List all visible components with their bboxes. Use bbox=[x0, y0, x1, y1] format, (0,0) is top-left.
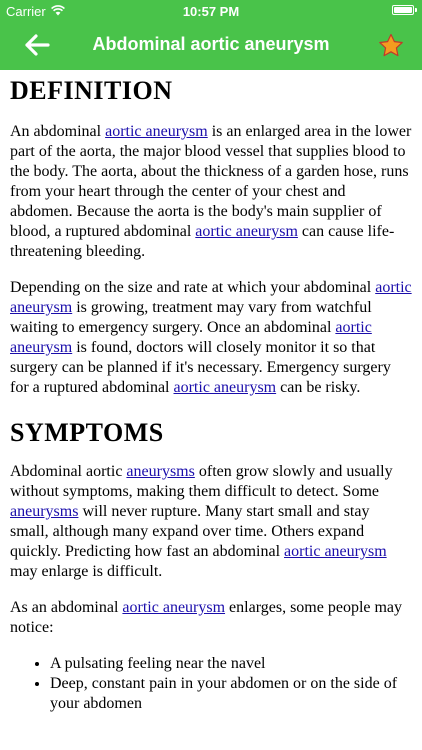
aneurysms-link[interactable]: aneurysms bbox=[126, 463, 195, 480]
aortic-aneurysm-link[interactable]: aortic aneurysm bbox=[105, 123, 208, 140]
text: Depending on the size and rate at which your abdominal bbox=[10, 279, 376, 296]
text: As an abdominal bbox=[10, 599, 123, 616]
status-bar bbox=[0, 0, 422, 22]
symptoms-paragraph-2 bbox=[10, 598, 412, 638]
back-arrow-icon bbox=[24, 34, 50, 56]
definition-heading: DEFINITION bbox=[10, 76, 173, 105]
battery-icon bbox=[392, 5, 414, 15]
text: is an enlarged area in the lower part of the aorta, the major blood vessel that supplies blood to the body. The aorta, about the thickness of a garden hose, runs from your heart through the center of your chest and abdomen. Because the aorta is the body's main supplier of blood, a ruptured abdominal bbox=[10, 123, 412, 240]
definition-paragraph-2 bbox=[10, 278, 412, 398]
text: enlarges, some people may notice: bbox=[10, 599, 403, 636]
text: is growing, treatment may vary from watchful waiting to emergency surgery. Once an abdominal bbox=[10, 299, 372, 336]
aortic-aneurysm-link[interactable]: aortic aneurysm bbox=[284, 543, 387, 560]
symptoms-heading: SYMPTOMS bbox=[10, 418, 164, 447]
app-header bbox=[0, 0, 422, 70]
status-time: 10:57 PM bbox=[182, 4, 240, 19]
aneurysms-link[interactable]: aneurysms bbox=[10, 503, 79, 520]
article-content bbox=[10, 70, 412, 714]
nav-bar bbox=[0, 22, 422, 70]
symptoms-list bbox=[10, 654, 412, 714]
back-button[interactable] bbox=[22, 32, 52, 58]
aortic-aneurysm-link[interactable]: aortic aneurysm bbox=[122, 599, 226, 616]
favorite-button[interactable] bbox=[376, 30, 406, 60]
aortic-aneurysm-link[interactable]: aortic aneurysm bbox=[173, 379, 277, 396]
definition-paragraph-1 bbox=[10, 122, 412, 262]
text: is found, doctors will closely monitor it so that surgery can be planned if it's necessary. Emergency surgery for a ruptured abdominal bbox=[10, 339, 391, 396]
text: Abdominal aortic bbox=[10, 463, 127, 480]
text: can cause life-threatening bleeding. bbox=[10, 223, 395, 260]
carrier-label: Carrier bbox=[6, 4, 46, 19]
list-item: • Deep, constant pain in your abdomen or on the side of your abdomen bbox=[50, 674, 412, 714]
aortic-aneurysm-link[interactable]: aortic aneurysm bbox=[10, 279, 412, 316]
text: An abdominal bbox=[10, 123, 106, 140]
text: may enlarge is difficult. bbox=[10, 563, 163, 580]
symptoms-paragraph-1 bbox=[10, 462, 412, 582]
text: often grow slowly and usually without symptoms, making them difficult to detect. Some bbox=[10, 463, 393, 500]
page-title: Abdominal aortic aneurysm bbox=[92, 34, 330, 54]
list-item: • A pulsating feeling near the navel bbox=[50, 654, 412, 674]
aortic-aneurysm-link[interactable]: aortic aneurysm bbox=[10, 319, 372, 356]
star-icon bbox=[378, 33, 404, 58]
text: will never rupture. Many start small and stay small, although many expand over time. Others expand quickly. Predicting how fast an abdominal bbox=[10, 503, 370, 560]
aortic-aneurysm-link[interactable]: aortic aneurysm bbox=[195, 223, 298, 240]
text: can be risky. bbox=[276, 379, 361, 396]
